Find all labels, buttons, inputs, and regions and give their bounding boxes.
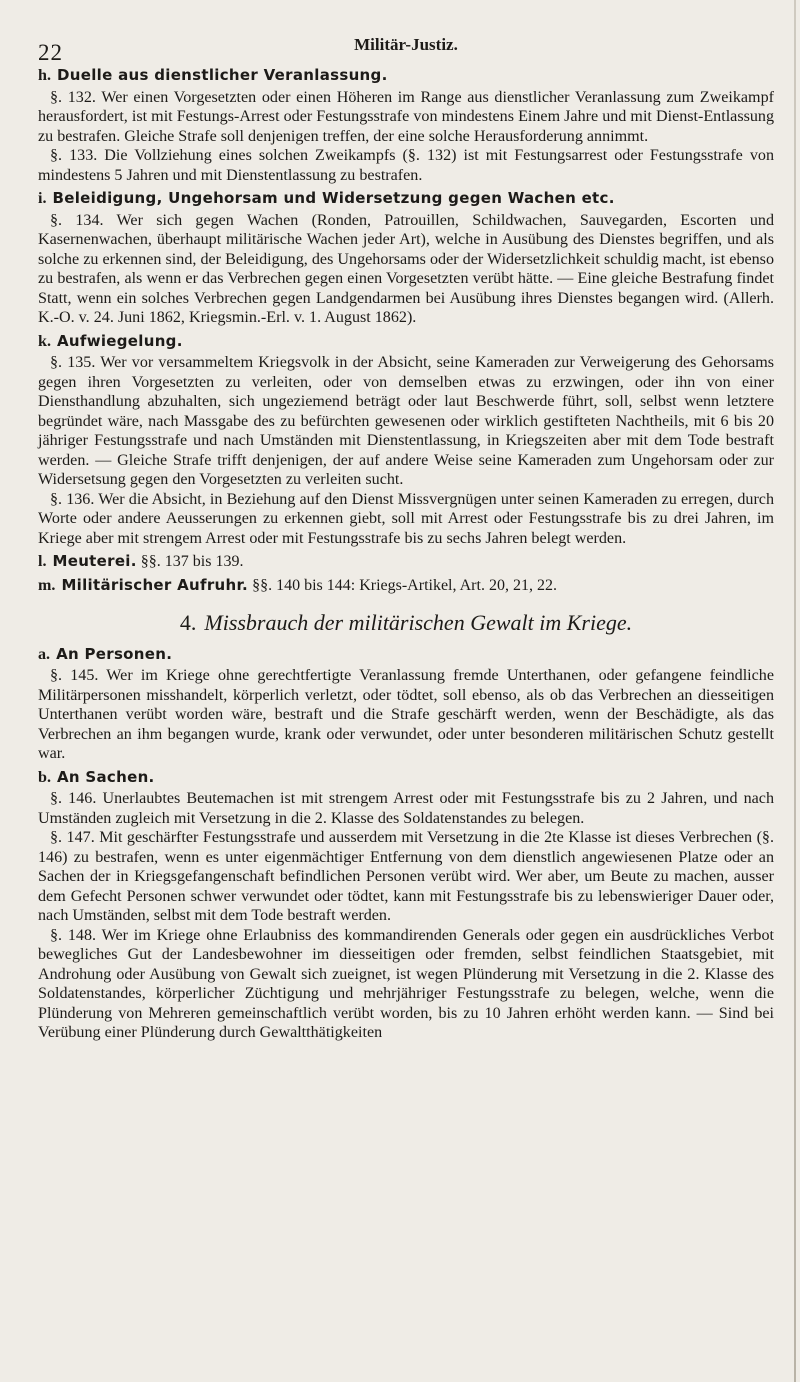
subheading-title: Militärischer Aufruhr.	[61, 575, 249, 594]
subheading-reference: §§. 137 bis 139.	[140, 553, 244, 570]
subheading-title: Aufwiegelung.	[56, 331, 183, 350]
paragraph-133: §. 133. Die Vollziehung eines solchen Zweikampfs (§. 132) ist mit Festungsarrest oder Festungsstrafe von mindestens 5 Jahren und mit Dienstentlassung zu bestrafen.	[38, 147, 774, 184]
paragraph-132: §. 132. Wer einen Vorgesetzten oder einen Höheren im Range aus dienstlicher Veranlassung zum Zweikampf herausfordert, ist mit Festungs-Arrest oder Festungsstrafe von mindestens Einem Jahre und mit Dienst-Entlassung zu bestrafen. Gleiche Strafe soll denjenigen treffen, der eine solche Herausforderung annimmt.	[38, 88, 774, 145]
running-title: Militär-Justiz.	[354, 35, 458, 54]
subheading-b	[38, 768, 774, 788]
subheading-k	[38, 332, 774, 352]
subheading-i	[38, 189, 774, 209]
paragraph-148: §. 148. Wer im Kriege ohne Erlaubniss des kommandirenden Generals oder gegen ein ausdrückliches Verbot bewegliches Gut der Landesbewohner im diesseitigen oder fremden, selbst feindlichen Staatsgebiet, mit Androhung oder Ausübung von Gewalt sich zueignet, ist wegen Plünderung mit Versetzung in die 2. Klasse des Soldatenstandes, körperlicher Züchtigung und mehrjähriger Festungsstrafe zu belegen, welche, wenn die Plünderung von Mehreren gemeinschaftlich verübt worden, bis zu 10 Jahren erhöht werden kann. — Sind bei Verübung einer Plünderung durch Gewaltthätigkeiten	[38, 926, 774, 1041]
subheading-label: m.	[38, 576, 56, 594]
paragraph-145: §. 145. Wer im Kriege ohne gerechtfertigte Veranlassung fremde Unterthanen, oder gefangene feindliche Militärpersonen misshandelt, körperlich verletzt, oder tödtet, soll ebenso, als ob das Verbrechen an diesseitigen Unterthanen verübt worden wäre, bestraft und die Strafe geschärft werden, wenn der Beschädigte, als das Verbrechen an ihm begangen wurde, krank oder verwundet, oder unter besonderen militärischen Schutz gestellt war.	[38, 667, 774, 762]
subheading-title: An Sachen.	[56, 767, 155, 786]
paragraph-147: §. 147. Mit geschärfter Festungsstrafe und ausserdem mit Versetzung in die 2te Klasse ist dieses Verbrechen (§. 146) zu bestrafen, wenn es unter eigenmächtiger Entfernung von dem dienstlich angewiesenen Platze oder an Sachen der in Kriegsgefangenschaft befindlichen Personen verübt wird. Wer aber, um Beute zu machen, ausser dem Gefecht Personen schwer verwundet oder tödtet, kann mit Festungsstrafe bis zu lebenswieriger Dauer oder, nach Umständen, selbst mit dem Tode bestraft werden.	[38, 829, 774, 924]
body-text	[38, 66, 774, 1043]
paragraph-136: §. 136. Wer die Absicht, in Beziehung auf den Dienst Missvergnügen unter seinen Kameraden zu erregen, durch Worte oder andere Aeusserungen zu erkennen giebt, soll mit Arrest oder Festungsstrafe bis zu drei Jahren, im Kriege aber mit strengem Arrest oder mit Festungsstrafe bis zu sechs Jahren belegt werden.	[38, 490, 774, 547]
subheading-label: i.	[38, 190, 47, 207]
subheading-title: An Personen.	[56, 644, 173, 663]
subheading-title: Duelle aus dienstlicher Veranlassung.	[56, 66, 388, 84]
section-number: 4.	[179, 610, 197, 635]
subheading-label: a.	[38, 645, 51, 663]
section-heading-4	[38, 610, 774, 635]
subheading-title: Beleidigung, Ungehorsam und Widersetzung gegen Wachen etc.	[52, 189, 615, 207]
subheading-label: k.	[38, 332, 51, 350]
paragraph-146: §. 146. Unerlaubtes Beutemachen ist mit strengem Arrest oder mit Festungsstrafe bis zu 2 Jahren, und nach Umständen zugleich mit Versetzung in die 2. Klasse des Soldatenstandes zu belegen.	[38, 790, 774, 827]
subheading-l	[38, 552, 774, 572]
paragraph-135: §. 135. Wer vor versammeltem Kriegsvolk in der Absicht, seine Kameraden zur Verweigerung des Gehorsams gegen ihren Vorgesetzten zu verleiten, oder von demselben etwas zu erzwingen, oder ihn von einer Diensthandlung abzuhalten, sich ungeziemend beträgt oder laut Beschwerde führt, soll, selbst wenn letztere begründet wäre, nach Massgabe des zu befürchten gewesenen oder wirklich gestifteten Nachtheils, mit 6 bis 20 jähriger Festungsstrafe und nach Umständen mit Dienstentlassung, in Kriegszeiten aber mit dem Tode bestraft werden. — Gleiche Strafe trifft denjenigen, der auf andere Weise seine Kameraden zum Ungehorsam oder zur Widersetsung gegen den Vorgesetzten zu verleiten sucht.	[38, 354, 774, 488]
page-number: 22	[38, 40, 63, 65]
section-title: Missbrauch der militärischen Gewalt im Kriege.	[204, 610, 633, 635]
subheading-reference: §§. 140 bis 144: Kriegs-Artikel, Art. 20, 21, 22.	[252, 576, 557, 594]
subheading-label: l.	[38, 553, 47, 570]
paragraph-134: §. 134. Wer sich gegen Wachen (Ronden, Patrouillen, Schildwachen, Sauvegarden, Escorten und Kasernenwachen, überhaupt militärische Wachen jeder Art), welche in Ausübung des Dienstes begriffen, und als solche zu erkennen sind, der Beleidigung, des Ungehorsams oder der Widersetzlichkeit schuldig macht, ist ebenso zu bestrafen, als wenn er das Verbrechen gegen einen Vorgesetzten verübt hätte. — Eine gleiche Bestrafung findet Statt, wenn ein solches Verbrechen gegen Landgendarmen bei Ausübung ihres Dienstes begangen wird. (Allerh. K.-O. v. 24. Juni 1862, Kriegsmin.-Erl. v. 1. August 1862).	[38, 211, 774, 326]
page-header	[38, 0, 774, 65]
page-edge	[794, 0, 796, 1382]
subheading-label: h.	[38, 67, 51, 84]
subheading-h	[38, 66, 774, 86]
subheading-m	[38, 576, 774, 596]
subheading-a	[38, 645, 774, 665]
subheading-title: Meuterei.	[52, 552, 137, 570]
subheading-label: b.	[38, 768, 51, 786]
